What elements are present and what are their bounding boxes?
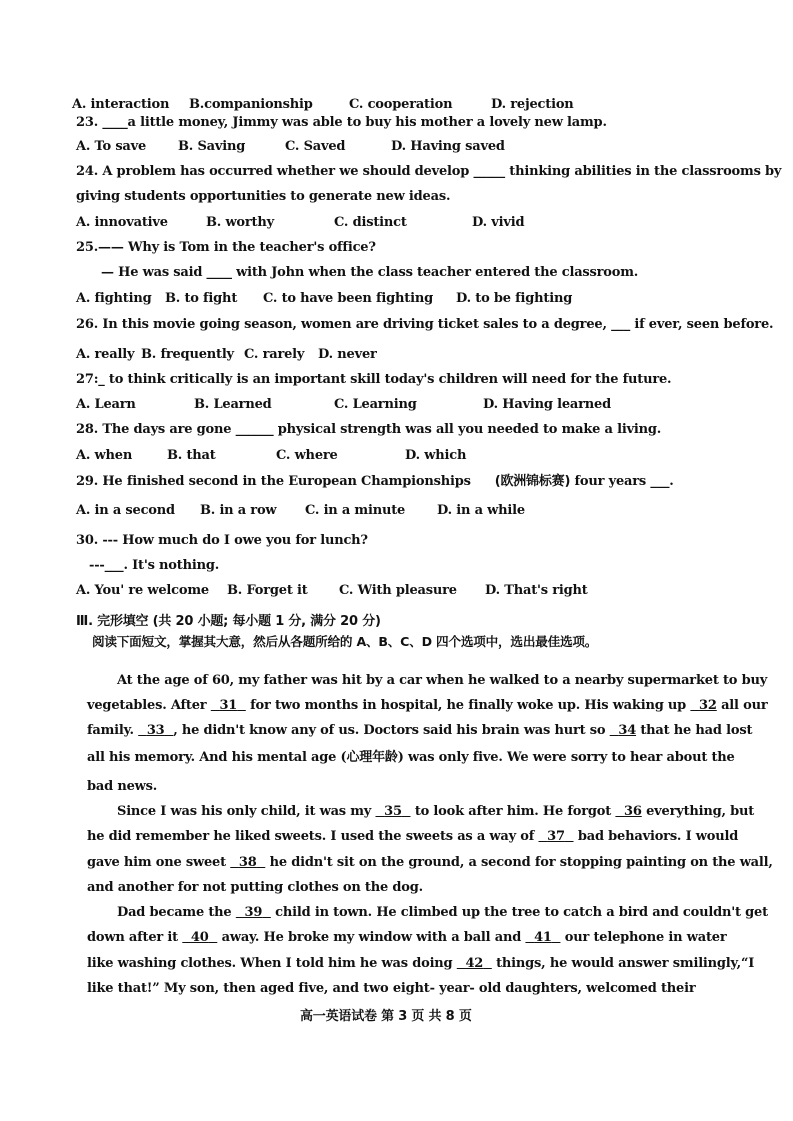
passage-line-1: At the age of 60, my father was hit by a car when he walked to a nearby supermarket to buy [117,673,768,688]
passage-line-3: family. 33 , he didn't know any of us. Doctors said his brain was hurt so 34 that he had lost [87,723,753,738]
q28-stem: 28. The days are gone ______ physical strength was all you needed to make a living. [76,422,662,437]
passage-line-10: Dad became the 39 child in town. He climbed up the tree to catch a bird and couldn't get [117,905,768,920]
q29-stem [76,474,674,490]
blank-31: 31 [219,698,238,713]
q27-option-b: B. Learned [194,397,272,412]
passage-line-12: like washing clothes. When I told him he was doing 42 things, he would answer smilingly,“I [87,956,755,971]
q30-stem-line2: ---___. It's nothing. [89,558,220,573]
q30-option-a: A. You' re welcome [76,583,209,598]
q23-option-b: B. Saving [178,139,246,154]
q24-stem-line2: giving students opportunities to generate new ideas. [76,189,451,204]
q29-option-c: C. in a minute [305,503,406,518]
q23-option-d: D. Having saved [391,139,505,154]
q27-option-c: C. Learning [334,397,417,412]
q25-option-a: A. fighting [76,291,152,306]
q22-option-c: C. cooperation [349,97,453,112]
blank-42: 42 [465,956,484,971]
blank-40: 40 [190,930,209,945]
q26-stem: 26. In this movie going season, women are driving ticket sales to a degree, ___ if ever, seen before. [76,317,774,332]
passage-line-8: gave him one sweet 38 he didn't sit on the ground, a second for stopping painting on the wall, [87,855,773,870]
blank-34: 34 [618,723,637,738]
q25-option-d: D. to be fighting [456,291,573,306]
section-instruction: 阅读下面短文，掌握其大意，然后从各题所给的 A、B、C、D 四个选项中，选出最佳选项。 [92,634,598,649]
blank-41: 41 [534,930,552,945]
q25-stem-line1: 25.—— Why is Tom in the teacher's office? [76,240,376,255]
q22-option-b: B.companionship [189,97,313,112]
blank-32: 32 [699,698,717,713]
q29-stem-main: 29. He finished second in the European Championships [76,474,471,489]
q30-option-c: C. With pleasure [339,583,457,598]
q29-stem-end: four years ___. [570,474,674,489]
passage-line-11: down after it 40 away. He broke my window with a ball and 41 our telephone in water [87,930,727,945]
q28-option-b: B. that [167,448,216,463]
q29-option-d: D. in a while [437,503,525,518]
q25-option-b: B. to fight [165,291,238,306]
q24-option-d: D. vivid [472,215,525,230]
blank-39: 39 [244,905,263,920]
passage-line-4: all his memory. And his mental age (心理年龄) was only five. We were sorry to hear about the [87,750,735,765]
q26-option-b: B. frequently [141,347,234,362]
q24-option-c: C. distinct [334,215,407,230]
blank-36: 36 [624,804,642,819]
passage-line-9: and another for not putting clothes on the dog. [87,880,423,895]
passage-line-6: Since I was his only child, it was my 35 to look after him. He forgot 36 everything, but [117,804,755,819]
section-title: Ⅲ. 完形填空 (共 20 小题; 每小题 1 分, 满分 20 分) [76,614,381,629]
blank-33: 33 [146,723,165,738]
q25-stem-line2: — He was said ____ with John when the class teacher entered the classroom. [101,265,639,280]
q27-option-a: A. Learn [76,397,136,412]
q28-option-a: A. when [76,448,133,463]
q29-option-a: A. in a second [76,503,175,518]
q24-option-a: A. innovative [76,215,168,230]
blank-35: 35 [384,804,402,819]
passage-line-7: he did remember he liked sweets. I used the sweets as a way of 37 bad behaviors. I would [87,829,739,844]
passage-line-2: vegetables. After 31 for two months in hospital, he finally woke up. His waking up 32 all our [87,698,768,713]
q26-option-d: D. never [318,347,377,362]
blank-37: 37 [547,829,565,844]
page-footer: 高一英语试卷 第 3 页 共 8 页 [300,1009,472,1024]
q27-option-d: D. Having learned [483,397,612,412]
q28-option-d: D. which [405,448,467,463]
q26-option-a: A. really [76,347,135,362]
q27-stem: 27:_ to think critically is an important skill today's children will need for the future. [76,372,672,387]
q22-option-a: A. interaction [72,97,170,112]
q30-option-b: B. Forget it [227,583,308,598]
q23-stem: 23. ____a little money, Jimmy was able to buy his mother a lovely new lamp. [76,115,607,130]
q23-option-c: C. Saved [285,139,346,154]
q24-option-b: B. worthy [206,215,274,230]
q24-stem-line1: 24. A problem has occurred whether we should develop _____ thinking abilities in the classrooms by [76,164,782,179]
q29-option-b: B. in a row [200,503,277,518]
q28-option-c: C. where [276,448,338,463]
q25-option-c: C. to have been fighting [263,291,433,306]
passage-line-5: bad news. [87,779,158,794]
q30-stem-line1: 30. --- How much do I owe you for lunch? [76,533,368,548]
q30-option-d: D. That's right [485,583,588,598]
q23-option-a: A. To save [76,139,147,154]
q29-stem-chinese: (欧洲锦标赛) [494,474,571,489]
passage-line-13: like that!” My son, then aged five, and two eight- year- old daughters, welcomed their [87,981,696,996]
q22-option-d: D. rejection [491,97,574,112]
q26-option-c: C. rarely [244,347,305,362]
blank-38: 38 [238,855,257,870]
